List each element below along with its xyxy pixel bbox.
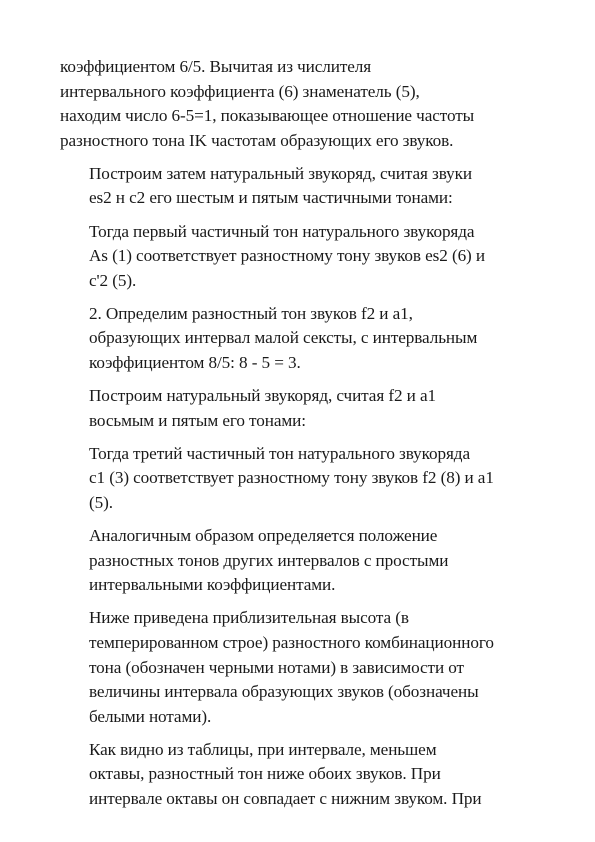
text-line: Ниже приведена приблизительная высота (в bbox=[89, 608, 409, 628]
text-line: величины интервала образующих звуков (обозначены bbox=[89, 682, 479, 702]
text-line: октавы, разностный тон ниже обоих звуков. При bbox=[89, 764, 441, 784]
text-line: c1 (3) соответствует разностному тону звуков f2 (8) и a1 bbox=[89, 468, 494, 488]
text-line: восьмым и пятым его тонами: bbox=[89, 410, 306, 430]
text-line: Тогда третий частичный тон натурального звукоряда bbox=[89, 443, 470, 463]
paragraph bbox=[60, 384, 540, 433]
text-line: Построим натуральный звукоряд, считая f2 и a1 bbox=[89, 386, 436, 406]
text-line: коэффициентом 6/5. Вычитая из числителя bbox=[60, 57, 372, 76]
text-line: интервале октавы он совпадает с нижним звуком. При bbox=[89, 789, 482, 809]
paragraph bbox=[60, 55, 540, 153]
text-line: Тогда первый частичный тон натурального звукоряда bbox=[89, 221, 475, 241]
text-line: es2 н c2 его шестым и пятым частичными тонами: bbox=[89, 188, 453, 208]
text-line: Построим затем натуральный звукоряд, считая звуки bbox=[89, 163, 472, 183]
text-line: c'2 (5). bbox=[89, 270, 137, 290]
text-line: 2. Определим разностный тон звуков f2 и a1, bbox=[89, 303, 413, 323]
text-line: As (1) соответствует разностному тону звуков es2 (6) и bbox=[89, 246, 485, 266]
text-line: Аналогичным образом определяется положение bbox=[89, 526, 438, 546]
text-line: Как видно из таблицы, при интервале, меньшем bbox=[89, 739, 437, 759]
text-line: разностного тона IK частотам образующих его звуков. bbox=[60, 130, 454, 150]
text-line: разностных тонов других интервалов с простыми bbox=[89, 550, 449, 570]
paragraph bbox=[60, 442, 540, 516]
text-line: интервальными коэффициентами. bbox=[89, 575, 336, 595]
text-line: коэффициентом 8/5: 8 - 5 = 3. bbox=[89, 353, 301, 373]
text-line: тона (обозначен черными нотами) в зависимости от bbox=[89, 657, 464, 677]
text-line: образующих интервал малой сексты, с интервальным bbox=[89, 328, 478, 348]
paragraph bbox=[60, 220, 540, 294]
text-line: интервального коэффициента (6) знаменатель (5), bbox=[60, 81, 420, 101]
text-line: белыми нотами). bbox=[89, 706, 212, 726]
text-line: темперированном строе) разностного комбинационного bbox=[89, 632, 494, 652]
paragraph bbox=[60, 162, 540, 211]
text-line: (5). bbox=[89, 493, 113, 512]
paragraph bbox=[60, 302, 540, 376]
document-body bbox=[60, 55, 540, 820]
paragraph bbox=[60, 524, 540, 598]
paragraph bbox=[60, 738, 540, 812]
paragraph bbox=[60, 606, 540, 729]
text-line: находим число 6-5=1, показывающее отношение частоты bbox=[60, 106, 475, 126]
